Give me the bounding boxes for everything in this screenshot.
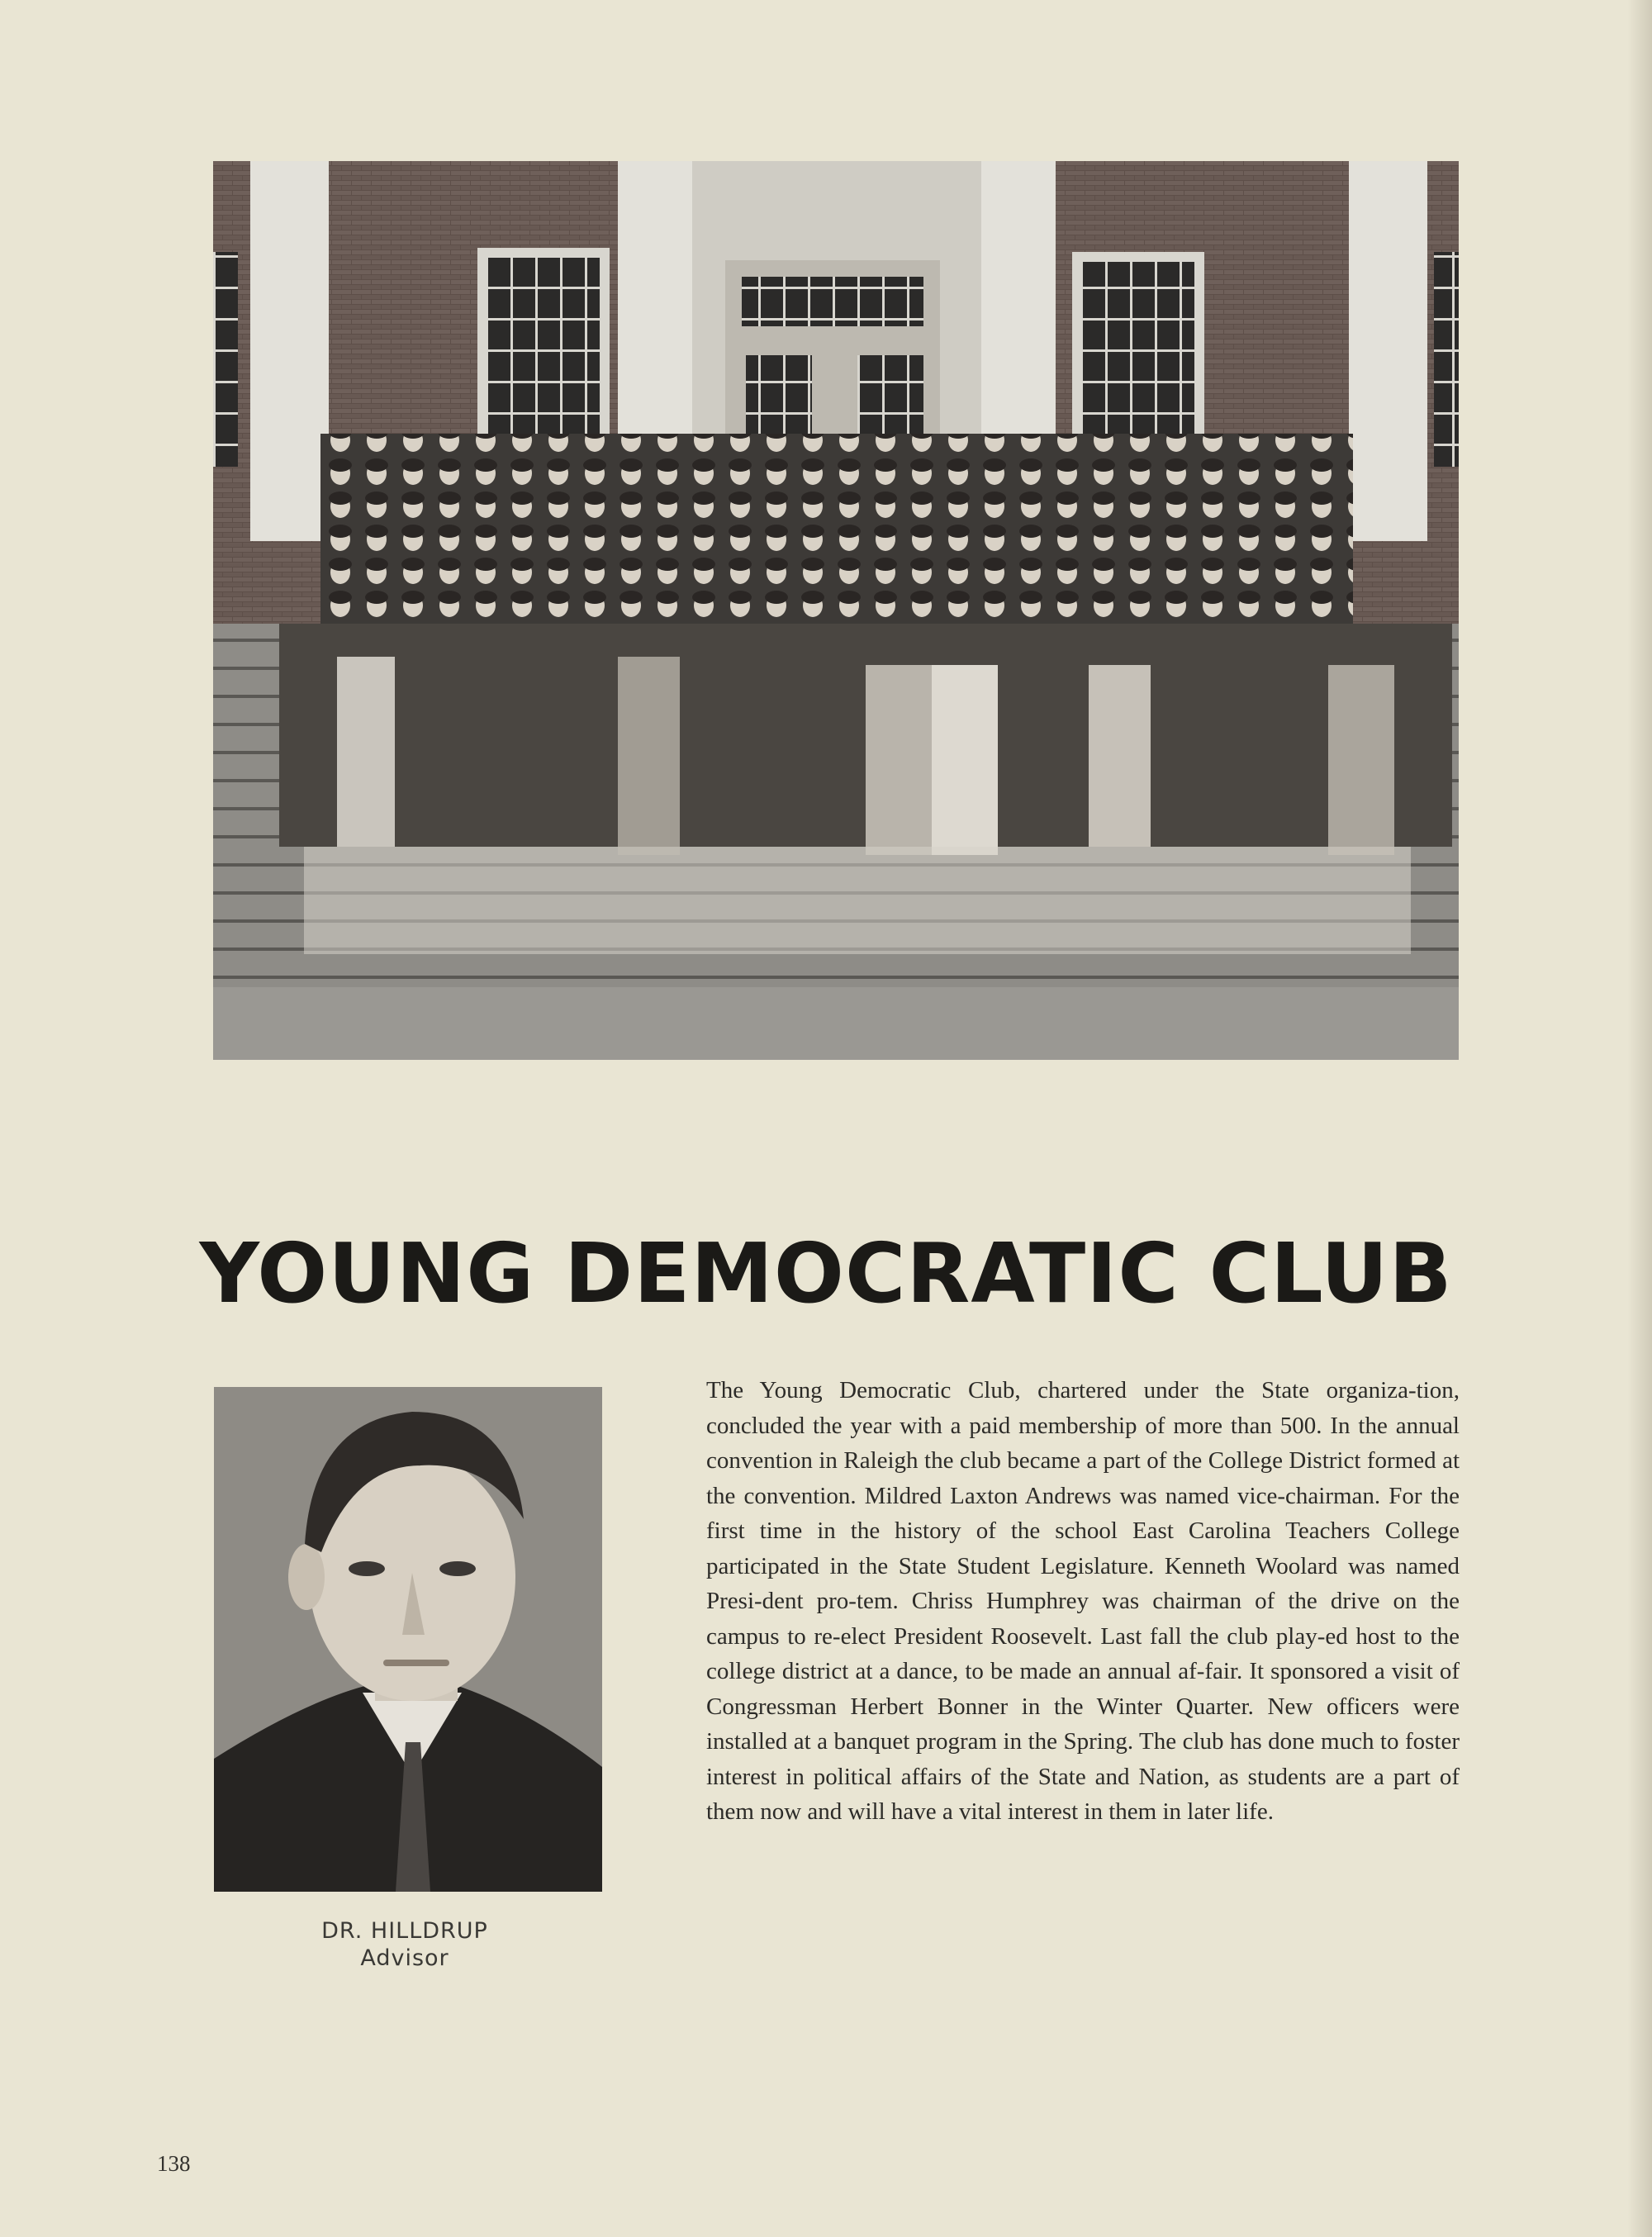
advisor-portrait	[214, 1387, 602, 1892]
advisor-role: Advisor	[360, 1945, 449, 1971]
page-title: YOUNG DEMOCRATIC CLUB	[199, 1225, 1453, 1322]
page-number: 138	[157, 2151, 191, 2176]
group-photo-image	[213, 161, 1459, 1060]
club-description: The Young Democratic Club, chartered under the State organiza-tion, concluded the year with a paid membership of more than 500. In the annual convention in Raleigh the club became a part of the College District formed at the convention. Mildred Laxton Andrews was named vice-chairman. For the first time in the history of the school East Carolina Teachers College participated in the State Student Legislature. Kenneth Woolard was named Presi-dent pro-tem. Chriss Humphrey was chairman of the drive on the campus to re-elect President Roosevelt. Last fall the club play-ed host to the college district at a dance, to be made an annual af-fair. It sponsored a visit of Congressman Herbert Bonner in the Winter Quarter. New officers were installed at a banquet program in the Spring. The club has done much to foster interest in political affairs of the State and Nation, as students are a part of them now and will have a vital interest in them in later life.	[706, 1377, 1460, 1825]
group-photo	[213, 161, 1459, 1060]
portrait-caption	[289, 1917, 520, 1972]
advisor-portrait-image	[214, 1387, 602, 1892]
page-edge-shadow	[1627, 0, 1652, 2237]
advisor-name: DR. HILLDRUP	[321, 1918, 488, 1944]
